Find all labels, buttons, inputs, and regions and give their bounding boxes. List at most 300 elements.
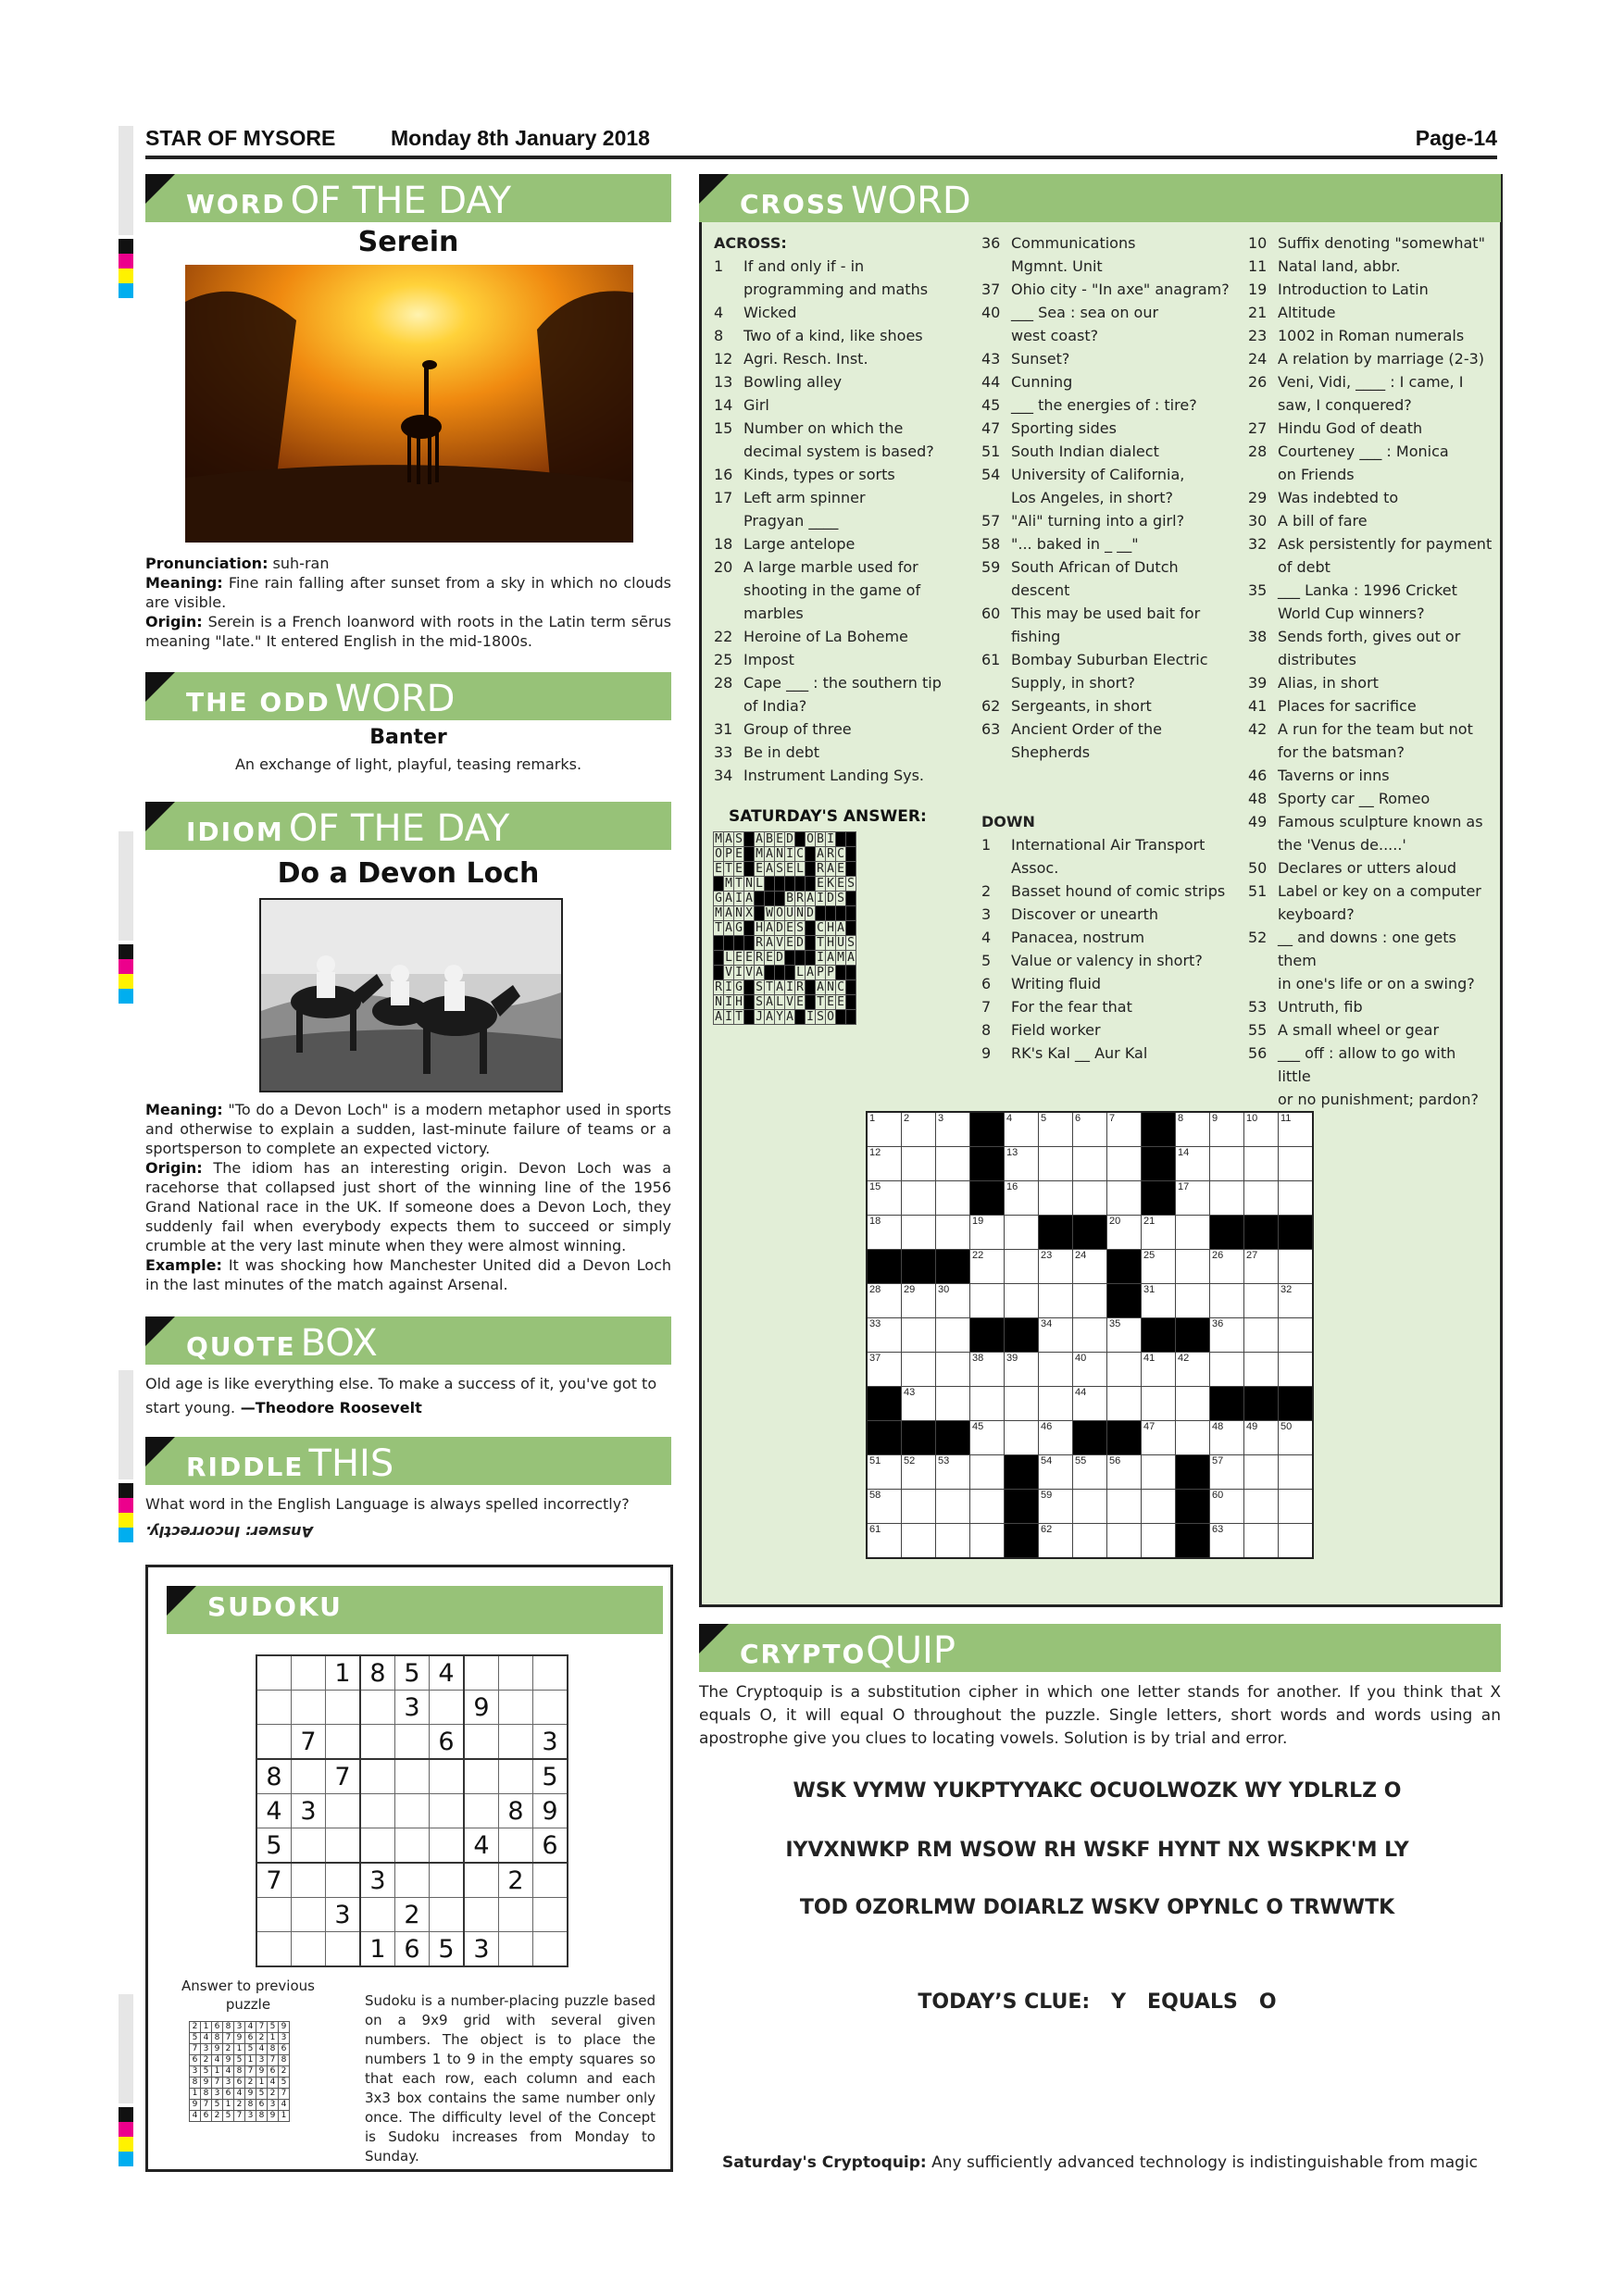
sudoku-cell[interactable]: 6 <box>430 1725 465 1760</box>
sudoku-cell[interactable] <box>533 1655 568 1691</box>
answer-cell: 5 <box>256 2089 268 2100</box>
crossword-cell[interactable] <box>1244 1421 1279 1455</box>
answer-cell: Y <box>776 1010 783 1024</box>
crossword-cell[interactable] <box>1279 1490 1314 1524</box>
registration-bar <box>119 1994 133 2103</box>
crossword-cell[interactable] <box>1039 1524 1073 1559</box>
crossword-cell[interactable] <box>902 1318 936 1353</box>
crossword-cell[interactable] <box>936 1455 970 1490</box>
sudoku-cell[interactable] <box>395 1725 430 1760</box>
sudoku-cell[interactable]: 4 <box>464 1828 499 1864</box>
crossword-cell[interactable] <box>1005 1387 1039 1421</box>
crossword-cell[interactable] <box>1210 1421 1244 1455</box>
answer-cell: A <box>786 1010 793 1024</box>
sudoku-cell[interactable] <box>464 1655 499 1691</box>
sudoku-cell[interactable] <box>360 1898 395 1932</box>
answer-cell: U <box>837 936 844 950</box>
clue-number: 48 <box>1248 790 1268 807</box>
sudoku-cell[interactable] <box>360 1794 395 1828</box>
clue-row <box>1248 579 1493 602</box>
answer-cell: 7 <box>256 2022 268 2033</box>
clue-number <box>1248 833 1278 856</box>
sudoku-cell[interactable]: 5 <box>533 1759 568 1794</box>
crossword-cell[interactable] <box>867 1147 902 1181</box>
crossword-cell[interactable] <box>1005 1181 1039 1216</box>
sudoku-cell[interactable]: 3 <box>464 1932 499 1967</box>
crossword-cell[interactable] <box>1073 1147 1107 1181</box>
crossword-cell[interactable] <box>936 1318 970 1353</box>
crossword-cell[interactable] <box>1039 1147 1073 1181</box>
crossword-cell[interactable] <box>1244 1147 1279 1181</box>
answer-cell: A <box>847 951 855 965</box>
sudoku-cell[interactable] <box>499 1828 533 1864</box>
sudoku-cell[interactable]: 2 <box>499 1863 533 1898</box>
clue-row <box>981 231 1243 255</box>
crossword-cell[interactable] <box>902 1387 936 1421</box>
sudoku-cell[interactable] <box>533 1863 568 1898</box>
crossword-cell[interactable] <box>902 1490 936 1524</box>
crossword-cell[interactable] <box>1142 1387 1176 1421</box>
sudoku-cell[interactable] <box>499 1759 533 1794</box>
answer-cell: I <box>735 966 743 980</box>
sudoku-cell[interactable]: 6 <box>533 1828 568 1864</box>
clue-text: University of California, <box>1011 466 1185 483</box>
sudoku-cell[interactable] <box>292 1863 326 1898</box>
sudoku-cell[interactable] <box>360 1691 395 1725</box>
answer-cell: 8 <box>212 2033 223 2044</box>
crossword-cell[interactable] <box>1039 1421 1073 1455</box>
clue-number <box>1248 972 1278 995</box>
answer-cell <box>806 995 816 1010</box>
crossword-cell[interactable] <box>1210 1318 1244 1353</box>
crossword-cell[interactable] <box>1210 1490 1244 1524</box>
crossword-cell[interactable] <box>1210 1284 1244 1318</box>
crossword-cell[interactable] <box>970 1490 1005 1524</box>
crossword-cell[interactable] <box>1005 1147 1039 1181</box>
sudoku-cell[interactable] <box>499 1725 533 1760</box>
crossword-cell[interactable] <box>1039 1353 1073 1387</box>
cell-number: 4 <box>1006 1113 1013 1124</box>
sudoku-cell[interactable] <box>430 1759 465 1794</box>
sudoku-cell[interactable] <box>430 1828 465 1864</box>
crossword-cell[interactable] <box>1244 1455 1279 1490</box>
clue-row <box>1248 856 1493 880</box>
sudoku-cell[interactable] <box>430 1898 465 1932</box>
crossword-cell[interactable] <box>1142 1353 1176 1387</box>
crossword-cell[interactable] <box>1142 1490 1176 1524</box>
crossword-cell[interactable] <box>867 1524 902 1559</box>
sudoku-cell[interactable] <box>464 1863 499 1898</box>
sudoku-cell[interactable]: 3 <box>533 1725 568 1760</box>
crossword-cell[interactable] <box>902 1284 936 1318</box>
sudoku-cell[interactable] <box>499 1932 533 1967</box>
crossword-cell[interactable] <box>1073 1284 1107 1318</box>
clue-number <box>1248 463 1278 486</box>
crossword-cell[interactable] <box>1176 1284 1210 1318</box>
crossword-cell[interactable] <box>1039 1318 1073 1353</box>
answer-cell <box>846 862 856 877</box>
crossword-cell[interactable] <box>1005 1112 1039 1147</box>
sudoku-cell[interactable]: 7 <box>292 1725 326 1760</box>
crossword-cell[interactable] <box>867 1318 902 1353</box>
registration-chip-black <box>119 239 133 254</box>
sudoku-cell[interactable] <box>256 1691 292 1725</box>
crossword-cell[interactable] <box>1039 1455 1073 1490</box>
sudoku-cell[interactable] <box>360 1828 395 1864</box>
clue-text: of India? <box>743 697 807 715</box>
sudoku-cell[interactable] <box>326 1725 361 1760</box>
crossword-cell[interactable] <box>1107 1147 1142 1181</box>
cell-number: 7 <box>1109 1113 1116 1124</box>
sudoku-cell[interactable]: 7 <box>326 1759 361 1794</box>
crossword-cell[interactable] <box>867 1112 902 1147</box>
clue-row <box>981 463 1243 486</box>
crossword-cell[interactable] <box>1073 1112 1107 1147</box>
crossword-cell[interactable] <box>970 1216 1005 1250</box>
crossword-cell[interactable] <box>1107 1524 1142 1559</box>
crossword-cell[interactable] <box>1142 1284 1176 1318</box>
crossword-cell[interactable] <box>1005 1250 1039 1284</box>
crossword-cell[interactable] <box>970 1524 1005 1559</box>
sudoku-cell[interactable] <box>533 1898 568 1932</box>
sudoku-cell[interactable] <box>533 1691 568 1725</box>
clue-row <box>714 393 969 417</box>
crossword-cell[interactable] <box>1279 1181 1314 1216</box>
clue-row <box>981 856 1243 880</box>
sudoku-cell[interactable] <box>499 1655 533 1691</box>
sudoku-cell[interactable]: 3 <box>292 1794 326 1828</box>
clue-row <box>981 579 1243 602</box>
crossword-cell[interactable] <box>1279 1112 1314 1147</box>
answer-cell <box>755 892 765 906</box>
crossword-cell[interactable] <box>1279 1284 1314 1318</box>
answer-cell: A <box>806 892 814 905</box>
crossword-cell[interactable] <box>1210 1524 1244 1559</box>
crossword-block <box>1279 1387 1314 1421</box>
crossword-cell[interactable] <box>1244 1284 1279 1318</box>
answer-cell: 9 <box>190 2100 201 2111</box>
crossword-cell[interactable] <box>936 1284 970 1318</box>
sudoku-cell[interactable] <box>326 1932 361 1967</box>
crossword-cell[interactable] <box>1107 1455 1142 1490</box>
crossword-cell[interactable] <box>1107 1353 1142 1387</box>
cell-number: 10 <box>1246 1113 1258 1124</box>
sudoku-cell[interactable] <box>256 1898 292 1932</box>
sudoku-cell[interactable] <box>464 1725 499 1760</box>
sudoku-cell[interactable] <box>326 1691 361 1725</box>
answer-cell <box>836 906 846 921</box>
clue-row <box>1248 718 1493 741</box>
sudoku-cell[interactable]: 3 <box>326 1898 361 1932</box>
clue-row <box>1248 1088 1493 1111</box>
sudoku-cell[interactable]: 1 <box>360 1932 395 1967</box>
crossword-cell[interactable] <box>1107 1112 1142 1147</box>
crossword-cell[interactable] <box>936 1216 970 1250</box>
clue-text: Two of a kind, like shoes <box>743 327 923 344</box>
sudoku-cell[interactable] <box>464 1898 499 1932</box>
crossword-cell[interactable] <box>970 1421 1005 1455</box>
crossword-cell[interactable] <box>1176 1112 1210 1147</box>
registration-chip-yellow <box>119 1513 133 1528</box>
sudoku-cell[interactable]: 3 <box>395 1691 430 1725</box>
sudoku-cell[interactable] <box>499 1898 533 1932</box>
cell-number: 11 <box>1280 1113 1292 1124</box>
answer-cell: A <box>725 906 732 920</box>
crossword-cell[interactable] <box>1244 1353 1279 1387</box>
answer-cell: S <box>817 1010 824 1024</box>
crossword-cell[interactable] <box>1279 1250 1314 1284</box>
answer-cell: P <box>817 966 824 980</box>
crossword-cell[interactable] <box>1244 1112 1279 1147</box>
sudoku-cell[interactable]: 8 <box>499 1794 533 1828</box>
crossword-cell[interactable] <box>1107 1181 1142 1216</box>
crossword-cell[interactable] <box>1073 1387 1107 1421</box>
sudoku-cell[interactable]: 6 <box>395 1932 430 1967</box>
crossword-cell[interactable] <box>1142 1524 1176 1559</box>
crossword-cell[interactable] <box>902 1181 936 1216</box>
sudoku-cell[interactable] <box>360 1759 395 1794</box>
crossword-cell[interactable] <box>1210 1181 1244 1216</box>
sudoku-cell[interactable]: 4 <box>256 1794 292 1828</box>
crossword-cell[interactable] <box>1210 1250 1244 1284</box>
sudoku-cell[interactable] <box>430 1691 465 1725</box>
sudoku-cell[interactable] <box>326 1828 361 1864</box>
answer-cell: O <box>715 847 722 861</box>
crossword-cell[interactable] <box>1073 1455 1107 1490</box>
crossword-block <box>1210 1387 1244 1421</box>
clue-number: 10 <box>1248 234 1268 252</box>
crossword-cell[interactable] <box>1279 1147 1314 1181</box>
crossword-cell[interactable] <box>936 1353 970 1387</box>
word-of-day-word: Serein <box>357 226 459 258</box>
sudoku-cell[interactable] <box>499 1691 533 1725</box>
crossword-cell[interactable] <box>936 1387 970 1421</box>
clue-number <box>714 694 743 718</box>
crossword-cell[interactable] <box>1244 1318 1279 1353</box>
clue-row <box>1248 602 1493 625</box>
crossword-cell[interactable] <box>867 1216 902 1250</box>
crossword-cell[interactable] <box>1039 1112 1073 1147</box>
clue-row <box>981 324 1243 347</box>
crossword-cell[interactable] <box>1176 1181 1210 1216</box>
clue-text: Pragyan ____ <box>743 512 839 530</box>
crossword-cell[interactable] <box>1073 1181 1107 1216</box>
crossword-cell[interactable] <box>1005 1421 1039 1455</box>
crossword-cell[interactable] <box>902 1455 936 1490</box>
clue-row <box>1248 995 1493 1018</box>
crossword-cell[interactable] <box>1176 1216 1210 1250</box>
crossword-cell[interactable] <box>970 1387 1005 1421</box>
sudoku-cell[interactable] <box>256 1932 292 1967</box>
crossword-cell[interactable] <box>970 1353 1005 1387</box>
cryptoquip-banner <box>699 1624 1501 1672</box>
crossword-cell[interactable] <box>1210 1112 1244 1147</box>
crossword-cell[interactable] <box>936 1147 970 1181</box>
crossword-cell[interactable] <box>1244 1490 1279 1524</box>
crossword-cell[interactable] <box>1107 1387 1142 1421</box>
crossword-cell[interactable] <box>1107 1490 1142 1524</box>
crossword-cell[interactable] <box>936 1181 970 1216</box>
crossword-cell[interactable] <box>1244 1181 1279 1216</box>
sudoku-cell[interactable]: 5 <box>395 1655 430 1691</box>
crossword-cell[interactable] <box>1279 1318 1314 1353</box>
crossword-cell[interactable] <box>1279 1455 1314 1490</box>
sudoku-cell[interactable]: 7 <box>256 1863 292 1898</box>
cell-number: 1 <box>869 1113 876 1124</box>
crossword-cell[interactable] <box>936 1112 970 1147</box>
crossword-cell[interactable] <box>902 1524 936 1559</box>
crossword-cell[interactable] <box>1176 1147 1210 1181</box>
cell-number: 51 <box>869 1455 881 1466</box>
sudoku-cell[interactable] <box>292 1691 326 1725</box>
answer-cell: E <box>735 847 743 861</box>
clue-row <box>981 694 1243 718</box>
clue-row <box>714 671 969 694</box>
clue-text: Declares or utters aloud <box>1278 859 1457 877</box>
crossword-cell[interactable] <box>936 1524 970 1559</box>
crossword-cell[interactable] <box>1039 1181 1073 1216</box>
crossword-cell[interactable] <box>1073 1250 1107 1284</box>
crossword-cell[interactable] <box>1279 1421 1314 1455</box>
answer-cell: L <box>796 966 804 980</box>
sudoku-cell[interactable]: 5 <box>430 1932 465 1967</box>
crossword-cell[interactable] <box>1210 1353 1244 1387</box>
sudoku-cell[interactable] <box>395 1828 430 1864</box>
crossword-cell[interactable] <box>1107 1318 1142 1353</box>
crossword-cell[interactable] <box>1176 1353 1210 1387</box>
crossword-cell[interactable] <box>970 1284 1005 1318</box>
sudoku-cell[interactable] <box>464 1794 499 1828</box>
sudoku-cell[interactable] <box>326 1863 361 1898</box>
crossword-block <box>867 1421 902 1455</box>
sudoku-cell[interactable]: 2 <box>395 1898 430 1932</box>
clue-number: 2 <box>981 882 992 900</box>
across-clues-col1 <box>714 231 969 787</box>
answer-cell <box>714 966 724 980</box>
crossword-cell[interactable] <box>867 1353 902 1387</box>
sudoku-cell[interactable]: 9 <box>533 1794 568 1828</box>
sudoku-cell[interactable] <box>430 1863 465 1898</box>
crossword-cell[interactable] <box>1073 1353 1107 1387</box>
crossword-cell[interactable] <box>1176 1421 1210 1455</box>
sudoku-cell[interactable] <box>292 1828 326 1864</box>
clue-number: 28 <box>714 674 733 692</box>
crossword-cell[interactable] <box>902 1216 936 1250</box>
sudoku-cell[interactable] <box>395 1759 430 1794</box>
clue-number: 52 <box>1248 929 1268 946</box>
crossword-cell[interactable] <box>1039 1250 1073 1284</box>
sudoku-cell[interactable] <box>326 1794 361 1828</box>
sudoku-cell[interactable]: 9 <box>464 1691 499 1725</box>
sudoku-cell[interactable]: 1 <box>326 1655 361 1691</box>
crossword-cell[interactable] <box>1039 1284 1073 1318</box>
crossword-cell[interactable] <box>1176 1387 1210 1421</box>
sudoku-cell[interactable]: 5 <box>256 1828 292 1864</box>
crossword-cell[interactable] <box>1005 1284 1039 1318</box>
crossword-cell[interactable] <box>1073 1490 1107 1524</box>
crossword-cell[interactable] <box>1039 1387 1073 1421</box>
crossword-cell[interactable] <box>1279 1353 1314 1387</box>
sudoku-cell[interactable] <box>360 1725 395 1760</box>
crossword-cell[interactable] <box>902 1353 936 1387</box>
answer-cell: 9 <box>201 2078 212 2089</box>
crossword-cell[interactable] <box>1073 1318 1107 1353</box>
crossword-cell[interactable] <box>1210 1147 1244 1181</box>
crossword-block <box>902 1250 936 1284</box>
crossword-cell[interactable] <box>902 1112 936 1147</box>
crossword-cell[interactable] <box>902 1147 936 1181</box>
crossword-cell[interactable] <box>1142 1455 1176 1490</box>
clue-text: Discover or unearth <box>1011 905 1159 923</box>
crossword-cell[interactable] <box>1279 1524 1314 1559</box>
sudoku-cell[interactable] <box>292 1655 326 1691</box>
crossword-cell[interactable] <box>1210 1455 1244 1490</box>
clue-row <box>1248 440 1493 463</box>
sudoku-cell[interactable] <box>395 1794 430 1828</box>
clue-number: 49 <box>1248 813 1268 830</box>
answer-cell: N <box>827 980 834 994</box>
crossword-cell[interactable] <box>1107 1216 1142 1250</box>
answer-cell: 7 <box>212 2078 223 2089</box>
sudoku-cell[interactable] <box>430 1794 465 1828</box>
clue-number: 60 <box>981 605 1001 622</box>
crossword-cell[interactable] <box>1039 1490 1073 1524</box>
answer-cell: C <box>837 847 844 861</box>
sudoku-cell[interactable] <box>292 1898 326 1932</box>
sudoku-cell[interactable]: 8 <box>360 1655 395 1691</box>
crossword-cell[interactable] <box>1176 1250 1210 1284</box>
crossword-cell[interactable] <box>970 1455 1005 1490</box>
cell-number: 43 <box>904 1387 916 1398</box>
clue-number: 22 <box>714 628 733 645</box>
answer-cell: 9 <box>245 2089 256 2100</box>
crossword-cell[interactable] <box>867 1284 902 1318</box>
cell-number: 17 <box>1178 1181 1190 1192</box>
sudoku-cell[interactable] <box>256 1655 292 1691</box>
sudoku-cell[interactable] <box>464 1759 499 1794</box>
sudoku-cell[interactable] <box>292 1759 326 1794</box>
sudoku-cell[interactable]: 4 <box>430 1655 465 1691</box>
sudoku-cell[interactable]: 8 <box>256 1759 292 1794</box>
crossword-cell[interactable] <box>1244 1250 1279 1284</box>
sudoku-cell[interactable]: 3 <box>360 1863 395 1898</box>
answer-cell: N <box>776 847 783 861</box>
crossword-cell[interactable] <box>1244 1524 1279 1559</box>
crossword-cell[interactable] <box>1142 1250 1176 1284</box>
crossword-cell[interactable] <box>867 1490 902 1524</box>
crossword-cell[interactable] <box>867 1181 902 1216</box>
crossword-cell[interactable] <box>1005 1353 1039 1387</box>
sudoku-cell[interactable] <box>256 1725 292 1760</box>
crossword-cell[interactable] <box>1073 1524 1107 1559</box>
crossword-cell[interactable] <box>970 1250 1005 1284</box>
crossword-cell[interactable] <box>867 1455 902 1490</box>
clue-text: Sends forth, gives out or <box>1278 628 1461 645</box>
sudoku-cell[interactable] <box>292 1932 326 1967</box>
registration-chip-magenta <box>119 254 133 268</box>
clue-text: or no punishment; pardon? <box>1278 1091 1479 1108</box>
clue-number: 36 <box>981 234 1001 252</box>
crossword-cell[interactable] <box>1005 1216 1039 1250</box>
answer-cell: B <box>817 832 824 846</box>
sudoku-cell[interactable] <box>395 1863 430 1898</box>
sudoku-cell[interactable] <box>533 1932 568 1967</box>
crossword-cell[interactable] <box>1142 1421 1176 1455</box>
crossword-cell[interactable] <box>936 1490 970 1524</box>
clue-text: Sergeants, in short <box>1011 697 1152 715</box>
crossword-cell[interactable] <box>1142 1216 1176 1250</box>
answer-cell: 1 <box>190 2089 201 2100</box>
